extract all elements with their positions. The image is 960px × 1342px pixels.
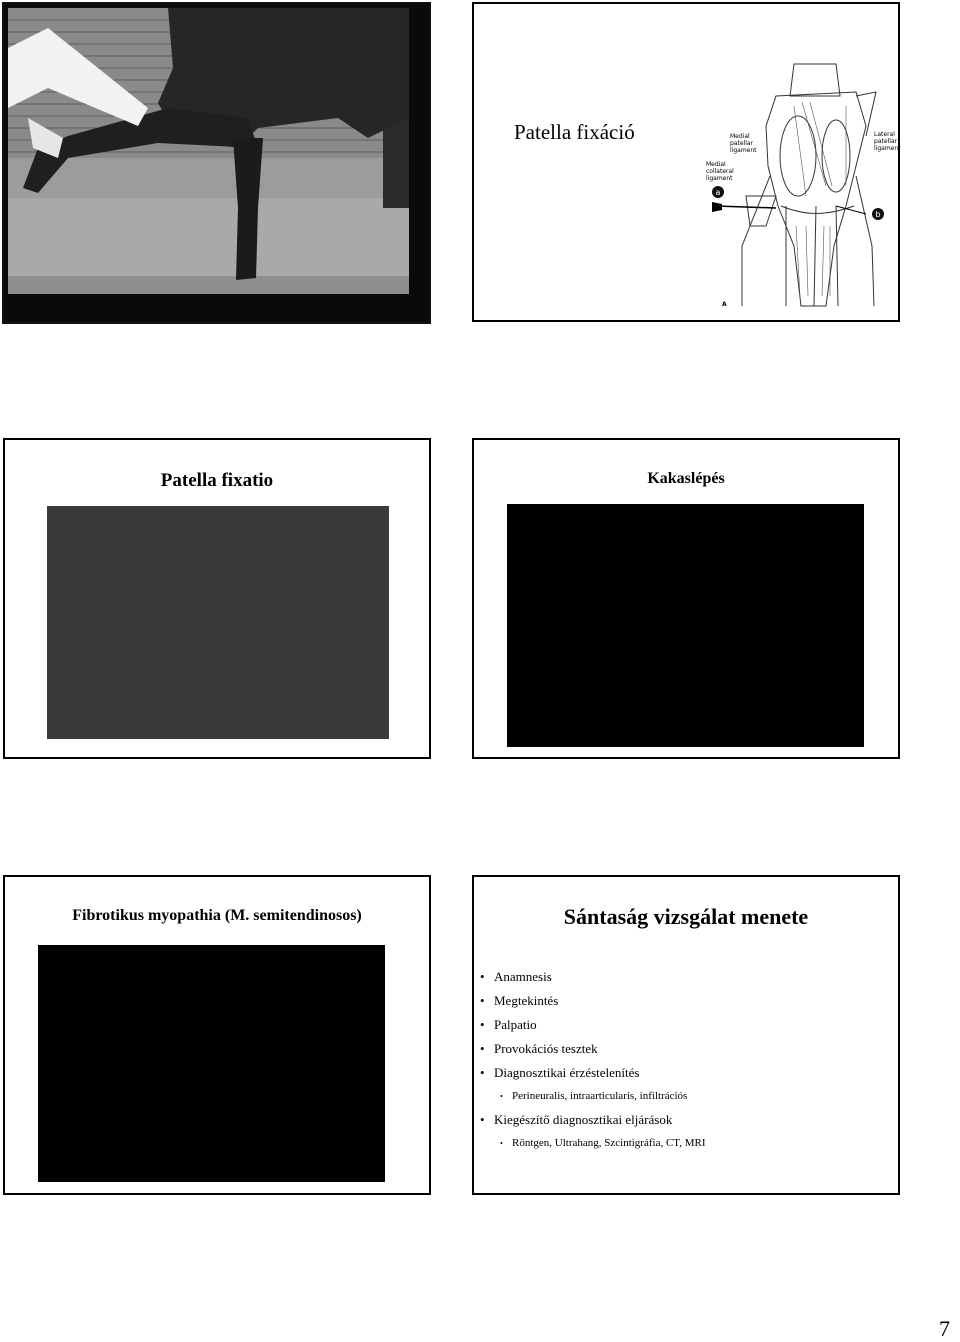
list-item: • Anamnesis bbox=[480, 965, 890, 989]
label-medial-patellar-3: ligament bbox=[730, 147, 757, 154]
slide-title: Kakaslépés bbox=[647, 470, 725, 487]
label-lateral-patellar-2: patellar bbox=[874, 138, 898, 145]
slide-title: Patella fixáció bbox=[514, 120, 635, 144]
video-placeholder bbox=[47, 506, 389, 739]
list-item: • Diagnosztikai érzéstelenítés bbox=[480, 1061, 890, 1085]
label-medial-collateral-1: Medial bbox=[706, 161, 726, 168]
sub-list-item: • Perineuralis, intraarticularis, infiltrációs bbox=[480, 1085, 890, 1108]
knee-anatomy-diagram bbox=[706, 56, 901, 318]
label-medial-collateral-2: collateral bbox=[706, 168, 734, 175]
slide-patella-fixatio bbox=[3, 438, 431, 759]
list-item: • Megtekintés bbox=[480, 989, 890, 1013]
slide-santasag-vizsgalat bbox=[472, 875, 900, 1195]
slide-fibrotikus-myopathia bbox=[3, 875, 431, 1195]
label-medial-patellar-1: Medial bbox=[730, 133, 750, 140]
examination-steps-list bbox=[480, 965, 890, 1155]
slide-title: Sántaság vizsgálat menete bbox=[563, 904, 809, 929]
page-number: 7 bbox=[939, 1316, 950, 1341]
label-lateral-patellar-1: Lateral bbox=[874, 131, 895, 138]
marker-b: b bbox=[875, 210, 881, 219]
video-placeholder bbox=[507, 504, 864, 747]
label-medial-patellar-2: patellar bbox=[730, 140, 754, 147]
horse-leg-photo bbox=[8, 8, 409, 294]
label-medial-collateral-3: ligament bbox=[706, 175, 733, 182]
slide-kakaslepes bbox=[472, 438, 900, 759]
slide-title: Patella fixatio bbox=[160, 470, 274, 491]
figure-letter: A bbox=[722, 301, 727, 308]
slide-patella-fixacio bbox=[472, 2, 900, 322]
video-placeholder bbox=[38, 945, 385, 1182]
marker-a: a bbox=[715, 188, 721, 197]
list-item: • Palpatio bbox=[480, 1013, 890, 1037]
list-item: • Provokációs tesztek bbox=[480, 1037, 890, 1061]
slide-horse-photo bbox=[2, 2, 431, 324]
slide-title: Fibrotikus myopathia (M. semitendinosos) bbox=[72, 907, 362, 924]
list-item: • Kiegészítő diagnosztikai eljárások bbox=[480, 1108, 890, 1132]
label-lateral-patellar-3: ligament bbox=[874, 145, 901, 152]
sub-list-item: • Röntgen, Ultrahang, Szcintigráfia, CT, MRI bbox=[480, 1132, 890, 1155]
horse-leg-photo-drawing bbox=[8, 8, 409, 294]
